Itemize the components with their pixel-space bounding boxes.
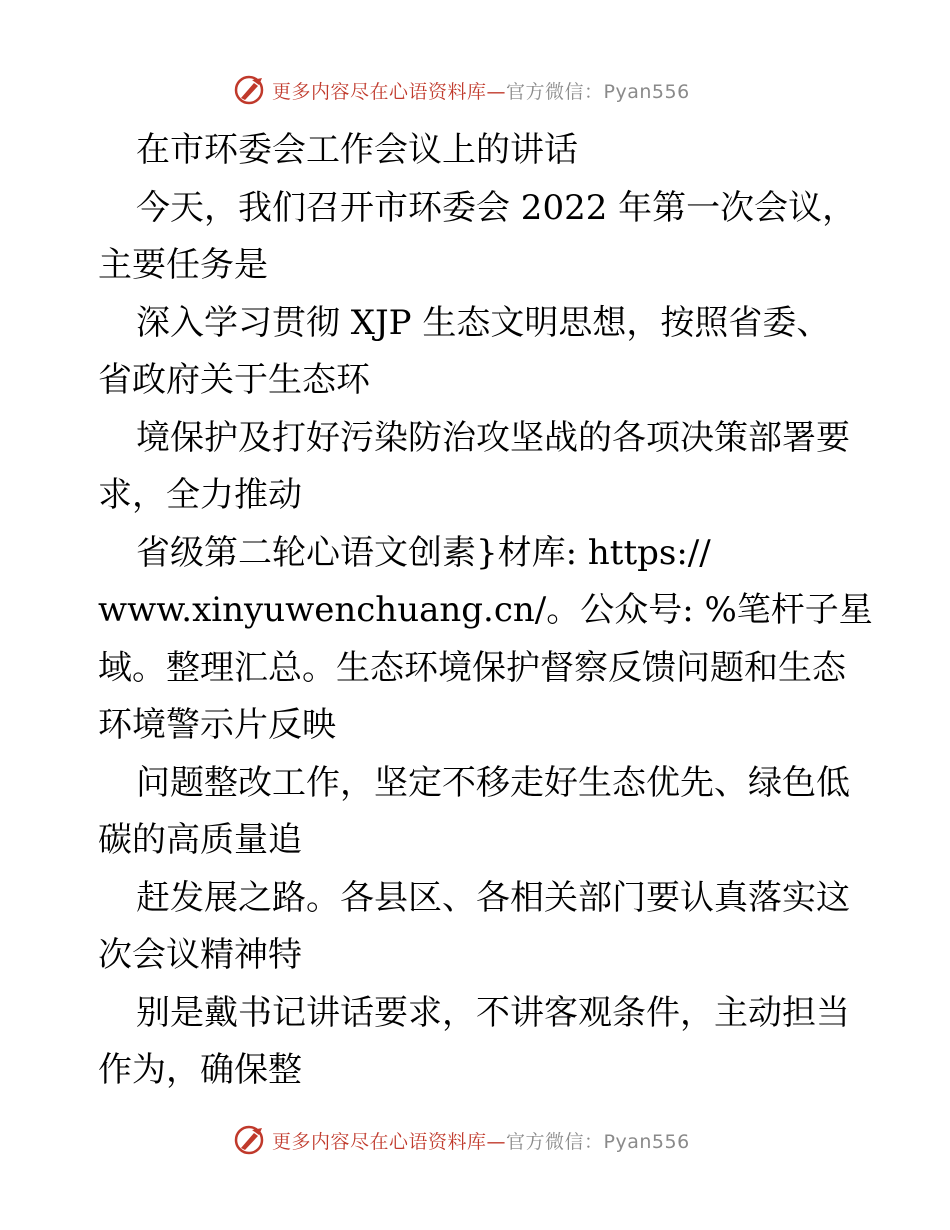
footer-banner xyxy=(232,1120,690,1160)
document-body xyxy=(98,122,898,1100)
text-line: 作为，确保整 xyxy=(98,1050,302,1090)
pen-logo-icon xyxy=(232,1123,266,1157)
text-line: 域。整理汇总。生态环境保护督察反馈问题和生态 xyxy=(98,647,846,688)
text-line: 次会议精神特 xyxy=(98,935,302,975)
text-line: www.xinyuwenchuang.cn/。公众号: %笔杆子星 xyxy=(98,590,873,630)
header-banner-contact: 官方微信：Pyan556 xyxy=(506,80,690,103)
text-line: 环境警示片反映 xyxy=(98,705,336,745)
text-line: 求，全力推动 xyxy=(98,475,302,515)
text-line: 碳的高质量追 xyxy=(98,820,302,860)
text-line: 省政府关于生态环 xyxy=(98,360,370,400)
text-line: 问题整改工作，坚定不移走好生态优先、绿色低 xyxy=(136,762,850,803)
text-line: 今天，我们召开市环委会 2022 年第一次会议， xyxy=(136,187,857,228)
document-title: 在市环委会工作会议上的讲话 xyxy=(136,130,578,170)
text-line: 主要任务是 xyxy=(98,245,268,285)
text-line: 省级第二轮心语文创素}材库: https:// xyxy=(136,532,711,573)
text-line: 别是戴书记讲话要求，不讲客观条件，主动担当 xyxy=(136,992,850,1033)
header-banner-text: 更多内容尽在心语资料库—官方微信：Pyan556 xyxy=(272,80,690,103)
footer-banner-contact: 官方微信：Pyan556 xyxy=(506,1130,690,1153)
text-line: 境保护及打好污染防治攻坚战的各项决策部署要 xyxy=(136,417,850,458)
header-banner xyxy=(232,70,690,110)
text-line: 深入学习贯彻 XJP 生态文明思想，按照省委、 xyxy=(136,302,831,343)
pen-logo-icon xyxy=(232,73,266,107)
footer-banner-text: 更多内容尽在心语资料库—官方微信：Pyan556 xyxy=(272,1130,690,1153)
text-line: 赶发展之路。各县区、各相关部门要认真落实这 xyxy=(136,877,850,918)
